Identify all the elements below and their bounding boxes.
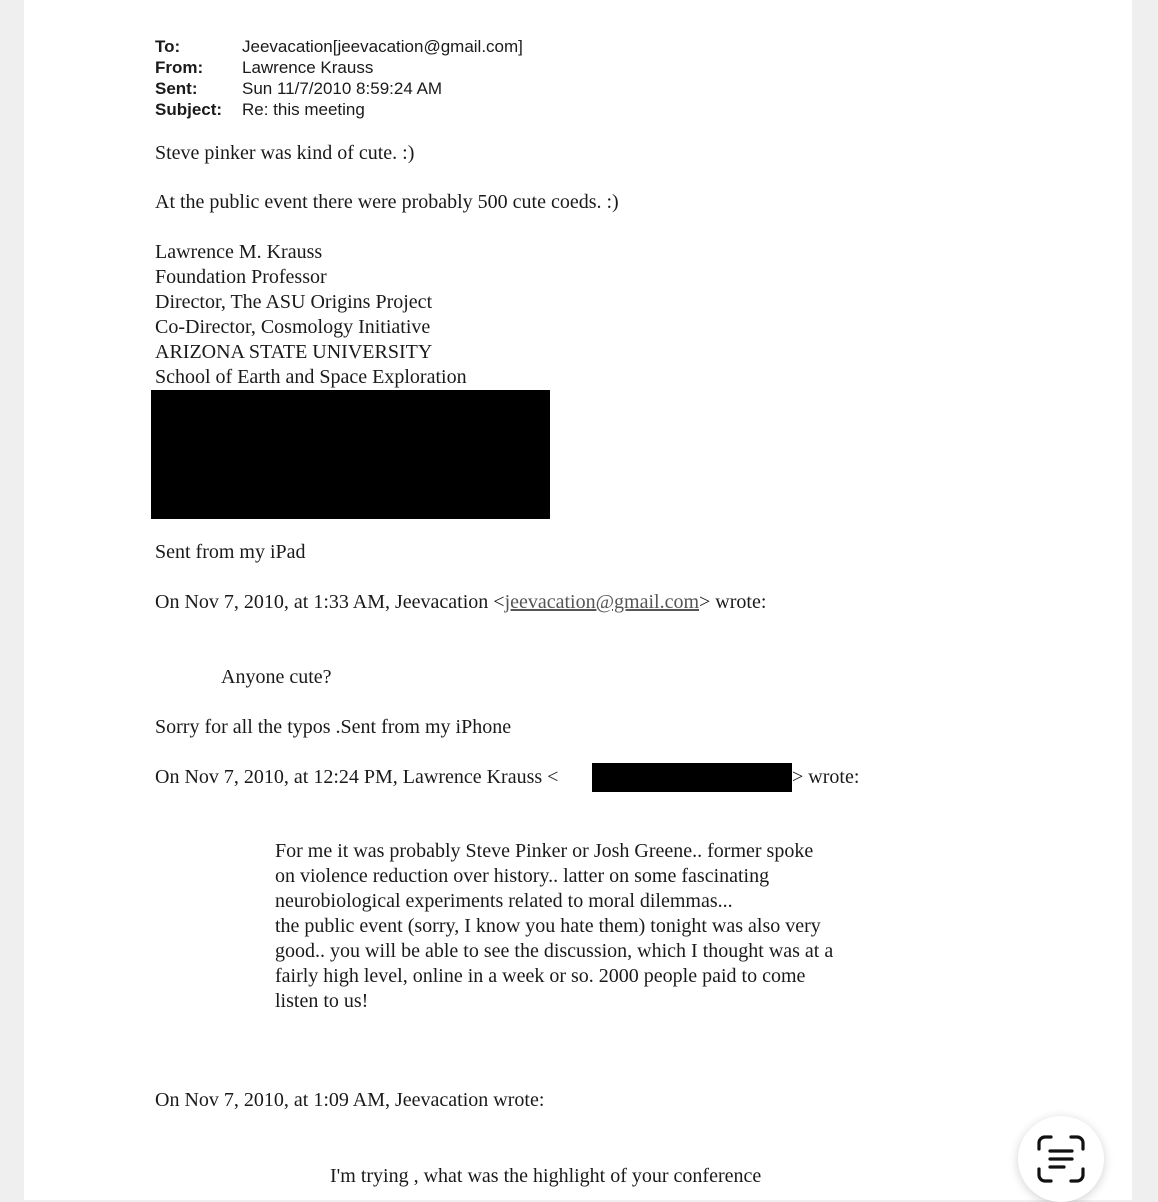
signature-title-3: Co-Director, Cosmology Initiative: [155, 316, 431, 338]
to-value: Jeevacation[jeevacation@gmail.com]: [242, 37, 523, 56]
text-scan-icon: [1035, 1133, 1087, 1185]
quote3-message: I'm trying , what was the highlight of your conference: [330, 1165, 762, 1187]
from-label: From:: [155, 58, 204, 77]
sent-value: Sun 11/7/2010 8:59:24 AM: [242, 79, 443, 98]
quote2-header-suffix: > wrote:: [792, 766, 860, 788]
from-value: Lawrence Krauss: [242, 58, 374, 77]
quote1-suffix: > wrote:: [699, 591, 767, 613]
signature-school: School of Earth and Space Exploration: [155, 366, 467, 388]
signature-title-1: Foundation Professor: [155, 266, 327, 288]
quote3-header: On Nov 7, 2010, at 1:09 AM, Jeevacation wrote:: [155, 1089, 545, 1111]
sent-from-ipad: Sent from my iPad: [155, 541, 306, 563]
redaction-block: [151, 390, 550, 519]
signature-title-2: Director, The ASU Origins Project: [155, 291, 433, 313]
quote1-message: Anyone cute?: [221, 666, 332, 688]
quote2-line-1: For me it was probably Steve Pinker or Josh Greene.. former spoke: [275, 840, 814, 862]
quote1-prefix: On Nov 7, 2010, at 1:33 AM, Jeevacation <: [155, 591, 505, 613]
signature-name: Lawrence M. Krauss: [155, 241, 323, 263]
body-line-1: Steve pinker was kind of cute. :): [155, 142, 415, 164]
body-line-2: At the public event there were probably 500 cute coeds. :): [155, 191, 619, 213]
to-label: To:: [155, 37, 181, 56]
subject-value: Re: this meeting: [242, 100, 365, 119]
quote2-line-6: fairly high level, online in a week or so. 2000 people paid to come: [275, 965, 806, 987]
live-text-button[interactable]: [1018, 1116, 1104, 1202]
quote2-line-2: on violence reduction over history.. latter on some fascinating: [275, 865, 770, 887]
quote1-sent-note: Sorry for all the typos .Sent from my iPhone: [155, 716, 512, 738]
quote2-line-7: listen to us!: [275, 990, 369, 1012]
quote2-line-3: neurobiological experiments related to moral dilemmas...: [275, 890, 733, 912]
quote1-email-link[interactable]: jeevacation@gmail.com: [504, 591, 700, 613]
sent-label: Sent:: [155, 79, 198, 98]
quote2-header-prefix: On Nov 7, 2010, at 12:24 PM, Lawrence Krauss <: [155, 766, 559, 788]
quote1-header: [155, 590, 766, 615]
email-redaction: [592, 763, 792, 792]
signature-university: ARIZONA STATE UNIVERSITY: [155, 341, 433, 363]
email-document: [24, 0, 1132, 1200]
quote2-line-5: good.. you will be able to see the discussion, which I thought was at a: [275, 940, 834, 962]
quote2-line-4: the public event (sorry, I know you hate them) tonight was also very: [275, 915, 821, 937]
subject-label: Subject:: [155, 100, 223, 119]
